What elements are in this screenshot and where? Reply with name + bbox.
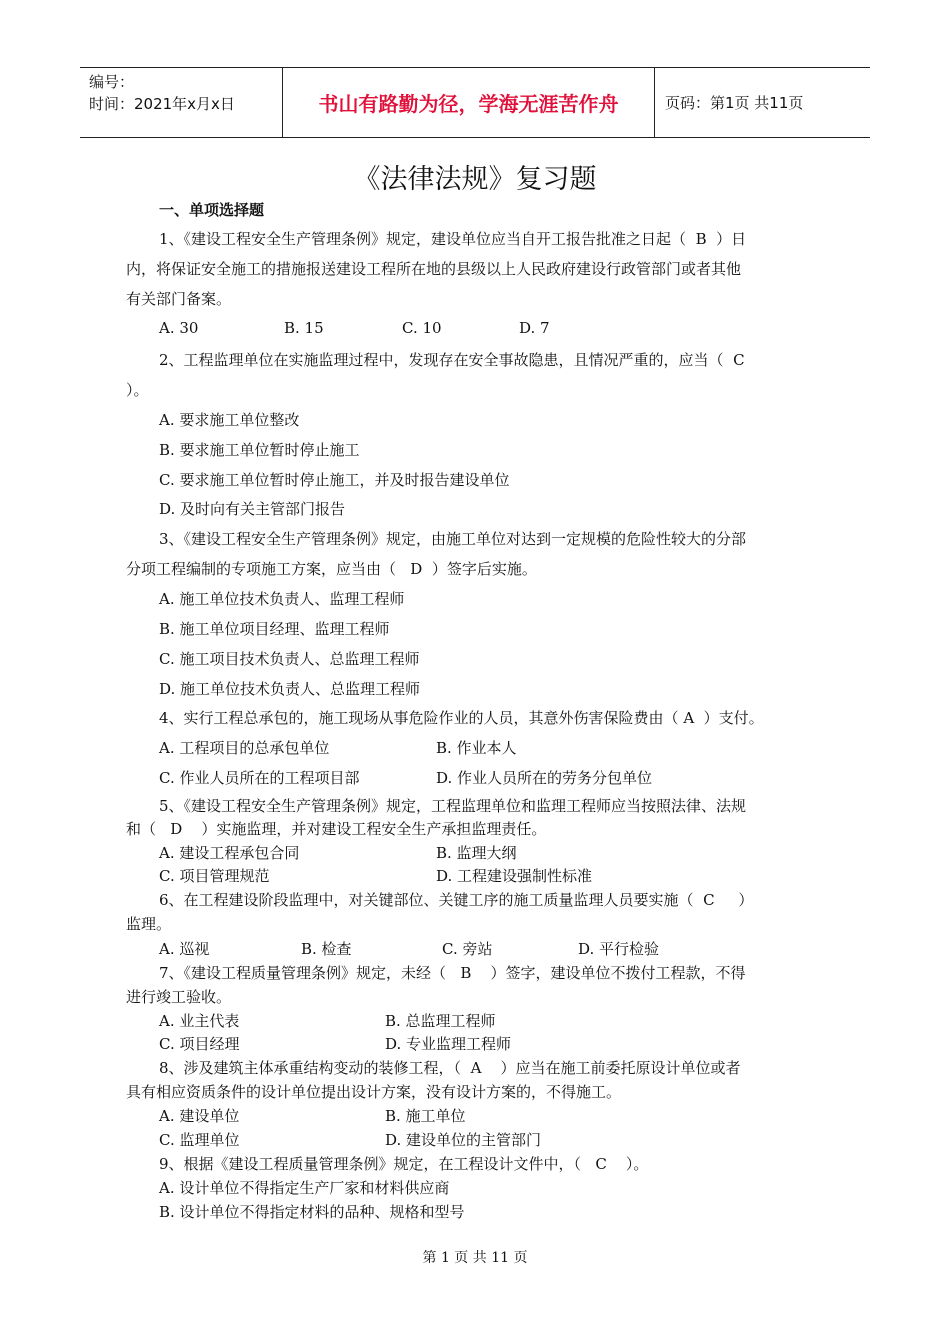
option-a: A. 业主代表: [159, 1012, 240, 1030]
question-line: 有关部门备案。: [126, 290, 232, 308]
option-a: A. 施工单位技术负责人、监理工程师: [159, 590, 405, 608]
option-d: D. 工程建设强制性标准: [436, 867, 593, 885]
question-line: ）。: [126, 381, 149, 399]
option-b: B. 施工单位: [385, 1107, 466, 1125]
section-heading: 一、单项选择题: [159, 201, 265, 219]
option-d: D. 建设单位的主管部门: [385, 1131, 542, 1149]
option-c: C. 施工项目技术负责人、总监理工程师: [159, 650, 420, 668]
option-d: D. 及时向有关主管部门报告: [159, 500, 346, 518]
option-c: C. 作业人员所在的工程项目部: [159, 769, 360, 787]
question-line: 2、工程监理单位在实施监理过程中，发现存在安全事故隐患，且情况严重的，应当（ C: [159, 351, 745, 369]
option-b: B. 总监理工程师: [385, 1012, 496, 1030]
option-d: D. 施工单位技术负责人、总监理工程师: [159, 680, 421, 698]
option-a: A. 要求施工单位整改: [159, 411, 300, 429]
question-line: 分项工程编制的专项施工方案，应当由（ D ）签字后实施。: [126, 560, 537, 578]
option-d: D. 平行检验: [578, 940, 660, 958]
header-motto: 书山有路勤为径，学海无涯苦作舟: [283, 68, 655, 137]
question-line: 1、《建设工程安全生产管理条例》规定，建设单位应当自开工报告批准之日起（ B ）日: [159, 230, 747, 248]
number-label: 编号：: [89, 73, 135, 91]
question-line: 和（ D ）实施监理，并对建设工程安全生产承担监理责任。: [126, 820, 547, 838]
option-b: B. 设计单位不得指定材料的品种、规格和型号: [159, 1203, 465, 1221]
option-d: D. 作业人员所在的劳务分包单位: [436, 769, 653, 787]
option-c: C. 要求施工单位暂时停止施工，并及时报告建设单位: [159, 471, 510, 489]
question-line: 6、在工程建设阶段监理中，对关键部位、关键工序的施工质量监理人员要实施（ C ）: [159, 891, 754, 909]
option-c: C. 项目经理: [159, 1035, 240, 1053]
page-footer: 第 1 页 共 11 页: [422, 1250, 528, 1266]
question-line: 7、《建设工程质量管理条例》规定，未经（ B ）签字，建设单位不拨付工程款，不得: [159, 964, 746, 982]
option-a: A. 30: [159, 319, 199, 337]
option-d: D. 专业监理工程师: [385, 1035, 512, 1053]
question-line: 4、实行工程总承包的，施工现场从事危险作业的人员，其意外伤害保险费由（ A ）支付。: [159, 709, 764, 727]
question-line: 5、《建设工程安全生产管理条例》规定，工程监理单位和监理工程师应当按照法律、法规: [159, 797, 747, 815]
header-page-info: 页码：第1页 共11页: [665, 94, 804, 112]
question-line: 具有相应资质条件的设计单位提出设计方案，没有设计方案的，不得施工。: [126, 1083, 622, 1101]
question-line: 进行竣工验收。: [126, 988, 232, 1006]
option-a: A. 建设单位: [159, 1107, 240, 1125]
option-b: B. 检查: [301, 940, 352, 958]
option-c: C. 10: [402, 319, 442, 337]
option-a: A. 建设工程承包合同: [159, 844, 300, 862]
question-line: 监理。: [126, 915, 172, 933]
question-line: 内，将保证安全施工的措施报送建设工程所在地的县级以上人民政府建设行政管部门或者其他: [126, 260, 742, 278]
option-c: C. 旁站: [442, 940, 493, 958]
question-line: 8、涉及建筑主体承重结构变动的装修工程，（ A ）应当在施工前委托原设计单位或者: [159, 1059, 741, 1077]
option-b: B. 施工单位项目经理、监理工程师: [159, 620, 390, 638]
option-d: D. 7: [519, 319, 550, 337]
question-line: 3、《建设工程安全生产管理条例》规定，由施工单位对达到一定规模的危险性较大的分部: [159, 530, 747, 548]
document-title: 《法律法规》复习题: [353, 164, 597, 195]
option-c: C. 监理单位: [159, 1131, 240, 1149]
option-b: B. 作业本人: [436, 739, 517, 757]
option-c: C. 项目管理规范: [159, 867, 270, 885]
option-a: A. 设计单位不得指定生产厂家和材料供应商: [159, 1179, 450, 1197]
header-info-cell: [80, 68, 283, 137]
option-a: A. 巡视: [159, 940, 210, 958]
question-line: 9、根据《建设工程质量管理条例》规定，在工程设计文件中，（ C ）。: [159, 1155, 649, 1173]
option-b: B. 监理大纲: [436, 844, 517, 862]
time-label: 时间：2021年x月x日: [89, 95, 235, 113]
page-header: [80, 67, 870, 138]
option-b: B. 15: [284, 319, 324, 337]
option-a: A. 工程项目的总承包单位: [159, 739, 330, 757]
option-b: B. 要求施工单位暂时停止施工: [159, 441, 360, 459]
